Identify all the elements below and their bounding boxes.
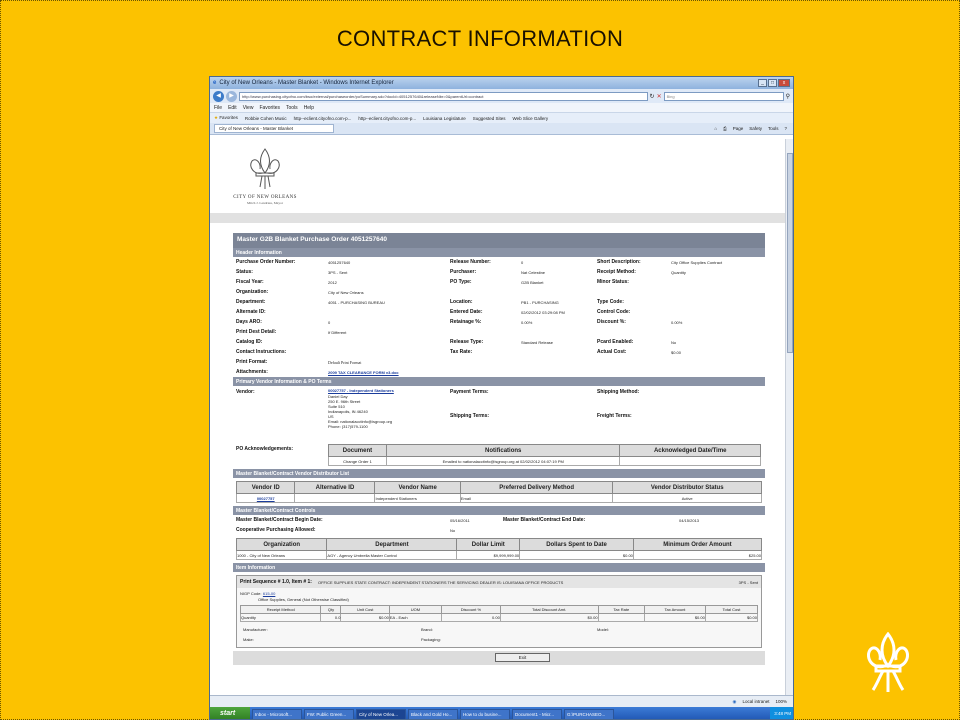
address-bar bbox=[210, 89, 793, 103]
model-label: Model: bbox=[597, 627, 610, 632]
field-label: Minor Status: bbox=[597, 279, 629, 285]
table-cell: Active bbox=[613, 494, 762, 503]
field-value: G2B Blanket bbox=[521, 279, 544, 285]
zoom-level[interactable]: 100% bbox=[775, 699, 787, 704]
table-cell: $0.00 bbox=[341, 614, 389, 622]
status-bar bbox=[210, 695, 793, 707]
col-organization: Organization bbox=[237, 539, 327, 551]
field-label: Organization: bbox=[236, 289, 269, 295]
maximize-button[interactable]: □ bbox=[768, 79, 777, 87]
col-vendor-id: Vendor ID bbox=[237, 482, 295, 494]
fav-link[interactable]: Robbie Cohen Music bbox=[244, 115, 287, 121]
col-document: Document bbox=[329, 445, 387, 457]
field-label: Catalog ID: bbox=[236, 339, 263, 345]
field-label: Location: bbox=[450, 299, 473, 305]
fav-link[interactable]: Suggested Sites bbox=[472, 115, 506, 121]
attachment-link[interactable]: 2009 TAX CLEARANCE FORM v3.doc bbox=[328, 369, 399, 375]
stop-icon[interactable]: ✕ bbox=[656, 93, 662, 100]
table-cell: $0.00 bbox=[645, 614, 706, 622]
back-button[interactable]: ◀ bbox=[213, 91, 224, 102]
col-tax-amount: Tax Amount bbox=[645, 606, 706, 614]
col-alt-id: Alternative ID bbox=[295, 482, 375, 494]
field-label: Print Format: bbox=[236, 359, 268, 365]
title-bar bbox=[210, 77, 793, 89]
vendor-line: Daniel Day bbox=[328, 394, 348, 399]
nigp-link[interactable]: 615-00 bbox=[262, 591, 276, 596]
col-dollar-limit: Dollar Limit bbox=[457, 539, 520, 551]
fleur-de-lis-icon bbox=[242, 147, 288, 191]
table-cell: $0.00 bbox=[520, 551, 634, 560]
fav-link[interactable]: http--eclient.cityofno.com-p... bbox=[293, 115, 352, 121]
field-label: Actual Cost: bbox=[597, 349, 627, 355]
table-cell: Quantity bbox=[241, 614, 321, 622]
field-label: Release Number: bbox=[450, 259, 491, 265]
ack-label: PO Acknowledgements: bbox=[236, 446, 294, 452]
field-value: If Different bbox=[328, 329, 347, 335]
menu-favorites[interactable]: Favorites bbox=[259, 104, 280, 111]
command-bar bbox=[714, 126, 793, 131]
field-value: Default Print Format bbox=[328, 359, 362, 365]
fav-link[interactable]: http--eclient.cityofno.com-p... bbox=[358, 115, 417, 121]
fleur-de-lis-icon bbox=[863, 632, 913, 694]
col-discount: Discount % bbox=[441, 606, 500, 614]
taskbar bbox=[210, 707, 794, 720]
cmd-safety[interactable]: Safety bbox=[749, 126, 762, 131]
ack-table-wrap bbox=[328, 444, 761, 466]
vendor-label: Vendor: bbox=[236, 389, 255, 395]
field-value: 4051257640 bbox=[328, 259, 351, 265]
zone-label: Local intranet bbox=[742, 699, 770, 704]
field-value: No bbox=[450, 527, 456, 533]
taskbar-item[interactable]: How to do busine... bbox=[460, 709, 510, 720]
table-cell: 1000 - City of New Orleans bbox=[237, 551, 327, 560]
table-cell: AGY - Agency Umbrella Master Control bbox=[327, 551, 457, 560]
field-value: Nat Celestine bbox=[521, 269, 546, 275]
table-row bbox=[237, 494, 762, 503]
field-value: Quantity bbox=[671, 269, 686, 275]
nigp-description: Office Supplies, General (Not Otherwise Classified) bbox=[258, 597, 349, 602]
taskbar-item[interactable]: Inbox - Microsoft... bbox=[252, 709, 302, 720]
table-row bbox=[237, 551, 762, 560]
item-description: OFFICE SUPPLIES STATE CONTRACT: INDEPENDENT STATIONERS THE SERVICING DEALER IS: LOUISIANA OFFICE PRODUCTS bbox=[317, 579, 564, 585]
table-cell: Email bbox=[460, 494, 613, 503]
field-value: 3PS - Sent bbox=[328, 269, 348, 275]
menu-bar bbox=[210, 103, 793, 112]
purchase-order bbox=[233, 233, 765, 665]
field-label: Control Code: bbox=[597, 309, 631, 315]
field-value: 2012 bbox=[328, 279, 337, 285]
field-label: Attachments: bbox=[236, 369, 268, 375]
ack-table bbox=[328, 444, 761, 466]
field-value: 0 bbox=[521, 259, 524, 265]
taskbar-item[interactable]: G:\PURCHASEO... bbox=[564, 709, 614, 720]
home-icon[interactable]: ⌂ bbox=[714, 126, 718, 131]
field-value: $0.00 bbox=[671, 349, 682, 355]
favorites-bar bbox=[210, 112, 793, 123]
mayor-name: Mitch J. Landrieu, Mayor bbox=[246, 201, 284, 205]
make-label: Make: bbox=[243, 637, 254, 642]
taskbar-item[interactable]: Document1 - Micr... bbox=[512, 709, 562, 720]
page-content bbox=[210, 139, 785, 695]
col-min-order: Minimum Order Amount bbox=[633, 539, 761, 551]
field-label: Retainage %: bbox=[450, 319, 482, 325]
search-input[interactable]: Bing bbox=[664, 92, 784, 101]
menu-edit[interactable]: Edit bbox=[228, 104, 237, 111]
minimize-button[interactable]: _ bbox=[758, 79, 767, 87]
browser-window bbox=[209, 76, 794, 720]
field-label: Print Dest Detail: bbox=[236, 329, 277, 335]
nigp-label: NIGP Code: bbox=[240, 591, 262, 596]
vendor-id-link[interactable]: 00027757 bbox=[256, 495, 275, 501]
field-value: 05/16/2011 bbox=[450, 517, 470, 523]
col-total-discount: Total Discount Amt. bbox=[500, 606, 598, 614]
favorites-button[interactable]: ★ Favorites bbox=[214, 115, 238, 120]
col-ack-date: Acknowledged Date/Time bbox=[620, 445, 761, 457]
tab-bar bbox=[210, 123, 793, 135]
col-department: Department bbox=[327, 539, 457, 551]
field-label: Tax Rate: bbox=[450, 349, 473, 355]
field-value: 0.00% bbox=[671, 319, 683, 325]
vendor-line: US bbox=[328, 414, 334, 419]
col-receipt-method: Receipt Method bbox=[241, 606, 321, 614]
table-cell: EA - Each bbox=[389, 614, 441, 622]
table-cell: Change Order 1 bbox=[329, 457, 387, 466]
vendor-line: Phone: (317)579-1100 bbox=[328, 424, 368, 429]
section-controls: Master Blanket/Contract Controls bbox=[233, 506, 765, 515]
field-value: PB1 - PURCHASING bbox=[521, 299, 559, 305]
vendor-details bbox=[328, 386, 450, 444]
field-value: 0.00% bbox=[521, 319, 533, 325]
menu-view[interactable]: View bbox=[242, 104, 254, 111]
col-status: Vendor Distributor Status bbox=[613, 482, 762, 494]
freight-terms-label: Freight Terms: bbox=[597, 413, 632, 419]
table-cell bbox=[598, 614, 645, 622]
col-unit-cost: Unit Cost bbox=[341, 606, 389, 614]
field-label: Release Type: bbox=[450, 339, 484, 345]
field-label: Department: bbox=[236, 299, 266, 305]
field-label: Contact Instructions: bbox=[236, 349, 287, 355]
vendor-link[interactable]: 00027757 - Independent Stationers bbox=[328, 388, 394, 393]
section-vendor-info: Primary Vendor Information & PO Terms bbox=[233, 377, 765, 386]
section-header-info: Header Information bbox=[233, 248, 765, 257]
col-tax-rate: Tax Rate bbox=[598, 606, 645, 614]
fav-link[interactable]: Louisiana Legislature bbox=[423, 115, 466, 121]
table-cell: 0.0 bbox=[321, 614, 341, 622]
exit-bar bbox=[233, 651, 765, 665]
field-label: Status: bbox=[236, 269, 253, 275]
item-seq: Print Sequence # 1.0, Item # 1: bbox=[240, 579, 312, 585]
packaging-label: Packaging: bbox=[421, 637, 441, 642]
org-limits-table bbox=[236, 538, 762, 560]
field-label: PO Type: bbox=[450, 279, 472, 285]
taskbar-item[interactable]: FW: Public Green... bbox=[304, 709, 354, 720]
city-name: CITY OF NEW ORLEANS bbox=[233, 195, 297, 200]
refresh-icon[interactable]: ↻ bbox=[649, 93, 655, 100]
header-band bbox=[210, 213, 785, 223]
item-status: 3PS - Sent bbox=[738, 579, 758, 585]
col-vendor-name: Vendor Name bbox=[375, 482, 460, 494]
table-row bbox=[241, 614, 758, 622]
field-label: Pcard Enabled: bbox=[597, 339, 634, 345]
table-cell: Independent Stationers bbox=[375, 494, 460, 503]
table-cell: 0.00 bbox=[441, 614, 500, 622]
vertical-scrollbar[interactable] bbox=[785, 139, 793, 695]
item-block bbox=[236, 575, 762, 648]
shipping-terms-label: Shipping Terms: bbox=[450, 413, 490, 419]
print-icon[interactable]: ⎙ bbox=[723, 126, 727, 131]
exit-button[interactable]: Exit bbox=[495, 653, 550, 662]
scrollbar-thumb[interactable] bbox=[787, 153, 793, 353]
taskbar-item-active[interactable]: City of New Orlea... bbox=[356, 709, 406, 720]
search-icon[interactable]: ⚲ bbox=[785, 93, 790, 100]
forward-button[interactable]: ▶ bbox=[226, 91, 237, 102]
system-clock: 3:48 PM bbox=[770, 707, 794, 720]
col-dollars-spent: Dollars Spent to Date bbox=[520, 539, 634, 551]
field-label: Master Blanket/Contract End Date: bbox=[503, 517, 586, 523]
manufacturer-label: Manufacturer: bbox=[243, 627, 268, 632]
field-label: Purchase Order Number: bbox=[236, 259, 296, 265]
field-label: Cooperative Purchasing Allowed: bbox=[236, 527, 316, 533]
field-label: Fiscal Year: bbox=[236, 279, 264, 285]
table-cell: $0.00 bbox=[705, 614, 757, 622]
start-button[interactable]: start bbox=[210, 707, 250, 720]
table-cell: $0.00 bbox=[500, 614, 598, 622]
menu-help[interactable]: Help bbox=[303, 104, 314, 111]
field-label: Purchaser: bbox=[450, 269, 477, 275]
field-value: City Office Supplies Contract bbox=[671, 259, 723, 265]
field-value: No bbox=[671, 339, 677, 345]
col-qty: Qty bbox=[321, 606, 341, 614]
table-cell: $9,999,999.00 bbox=[457, 551, 520, 560]
table-cell bbox=[620, 457, 761, 466]
section-item-info: Item Information bbox=[233, 563, 765, 572]
vendor-line: 250 E. 96th Street bbox=[328, 399, 361, 404]
col-delivery: Preferred Delivery Method bbox=[460, 482, 613, 494]
menu-file[interactable]: File bbox=[214, 104, 223, 111]
field-value: 0 bbox=[328, 319, 331, 325]
section-distributors: Master Blanket/Contract Vendor Distributor List bbox=[233, 469, 765, 478]
taskbar-item[interactable]: Black and Gold Ho... bbox=[408, 709, 458, 720]
fav-link[interactable]: Web Slice Gallery bbox=[512, 115, 549, 121]
help-icon[interactable]: ? bbox=[784, 126, 787, 131]
table-cell bbox=[295, 494, 375, 503]
payment-terms-label: Payment Terms: bbox=[450, 389, 489, 395]
po-title: Master G2B Blanket Purchase Order 4051257640 bbox=[233, 233, 765, 248]
ie-icon: e bbox=[213, 80, 217, 86]
star-icon: ★ bbox=[214, 115, 219, 120]
cmd-tools[interactable]: Tools bbox=[767, 126, 779, 131]
field-label: Alternate ID: bbox=[236, 309, 266, 315]
menu-tools[interactable]: Tools bbox=[286, 104, 298, 111]
field-label: Receipt Method: bbox=[597, 269, 636, 275]
close-button[interactable]: x bbox=[778, 79, 790, 87]
cmd-page[interactable]: Page bbox=[732, 126, 744, 131]
item-cost-table bbox=[240, 605, 758, 622]
slide-title: CONTRACT INFORMATION bbox=[336, 26, 624, 51]
col-notifications: Notifications bbox=[386, 445, 620, 457]
field-label: Master Blanket/Contract Begin Date: bbox=[236, 517, 323, 523]
field-label: Short Description: bbox=[597, 259, 641, 265]
vendor-line: Indianapolis, IN 46240 bbox=[328, 409, 368, 414]
field-value: 4051 - PURCHASING BUREAU bbox=[328, 299, 385, 305]
city-logo bbox=[220, 147, 310, 215]
brand-label: Brand: bbox=[421, 627, 433, 632]
vendor-block bbox=[233, 386, 765, 444]
field-value: 04/15/2013 bbox=[679, 517, 700, 523]
table-row bbox=[329, 457, 761, 466]
vendor-line: Suite 510 bbox=[328, 404, 345, 409]
col-uom: UOM bbox=[389, 606, 441, 614]
window-title: City of New Orleans - Master Blanket - Windows Internet Explorer bbox=[219, 80, 394, 86]
tab-active[interactable]: City of New Orleans - Master Blanket bbox=[214, 124, 334, 133]
field-value: Standard Release bbox=[521, 339, 554, 345]
header-fields bbox=[233, 257, 765, 377]
table-cell: Emailed to nationalacctinfo@isgroup.org at 02/02/2012 04:07:19 PM bbox=[386, 457, 620, 466]
shipping-method-label: Shipping Method: bbox=[597, 389, 640, 395]
distributor-table bbox=[236, 481, 762, 503]
globe-icon: ◉ bbox=[732, 698, 737, 704]
field-label: Discount %: bbox=[597, 319, 626, 325]
field-value: City of New Orleans bbox=[328, 289, 364, 295]
vendor-line: Email: nationalacctinfo@isgroup.org bbox=[328, 419, 393, 424]
field-label: Entered Date: bbox=[450, 309, 483, 315]
url-input[interactable]: http://www.purchasing.cityofno.com/bso/external/purchaseorder/poSummary.sdo?docId=4051257640&releaseNbr=0&parentUrl=contract bbox=[239, 92, 648, 101]
table-cell: $25.00 bbox=[633, 551, 761, 560]
field-value: 02/02/2012 03:29:08 PM bbox=[521, 309, 565, 315]
field-label: Type Code: bbox=[597, 299, 624, 305]
field-label: Days ARO: bbox=[236, 319, 262, 325]
col-total-cost: Total Cost bbox=[705, 606, 757, 614]
